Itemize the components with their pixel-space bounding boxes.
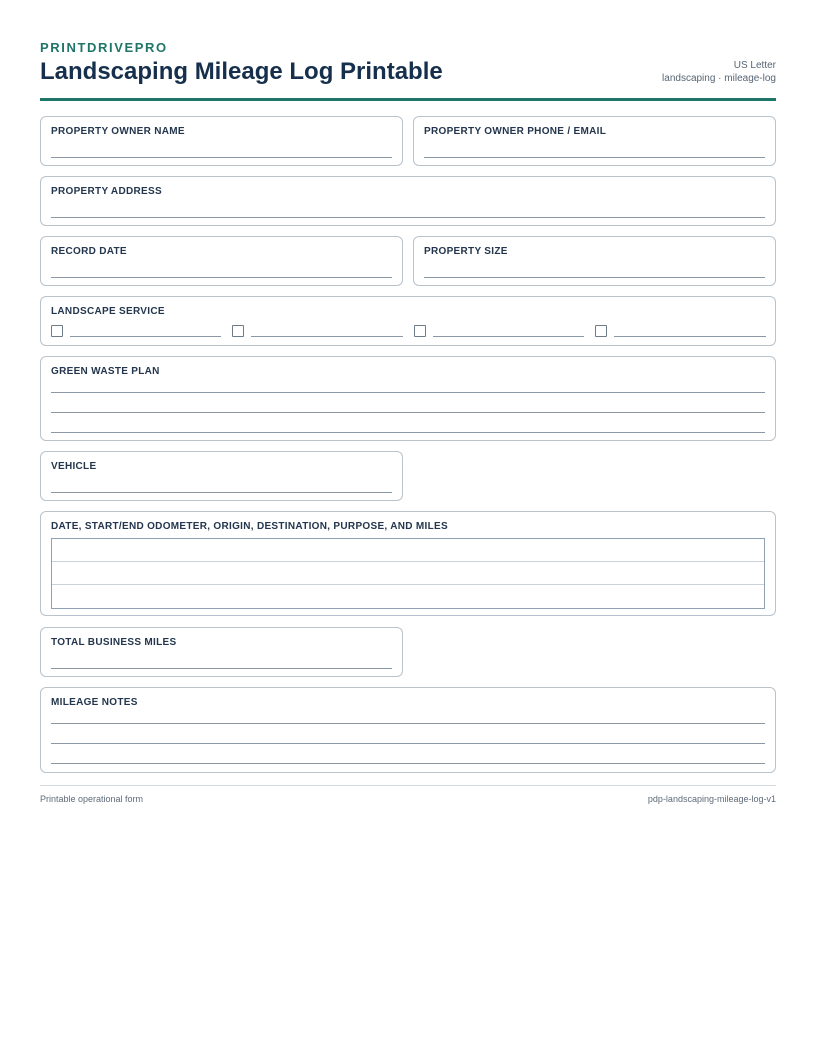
property-size-field — [413, 236, 776, 286]
paper-size: US Letter — [733, 60, 776, 71]
mileage-notes-line-3[interactable] — [51, 763, 765, 764]
service-checkbox-1[interactable] — [51, 325, 63, 337]
mileage-notes-field — [40, 687, 776, 773]
owner-contact-label: PROPERTY OWNER PHONE / EMAIL — [424, 126, 607, 137]
service-checkbox-2[interactable] — [232, 325, 244, 337]
landscape-service-label: LANDSCAPE SERVICE — [51, 306, 165, 317]
brand-name: PRINTDRIVEPRO — [40, 40, 168, 55]
mileage-notes-line-2[interactable] — [51, 743, 765, 744]
total-miles-line[interactable] — [51, 668, 392, 669]
property-size-label: PROPERTY SIZE — [424, 246, 508, 257]
address-line[interactable] — [51, 217, 765, 218]
record-date-field — [40, 236, 403, 286]
address-label: PROPERTY ADDRESS — [51, 186, 162, 197]
table-row[interactable] — [52, 539, 764, 562]
record-date-label: RECORD DATE — [51, 246, 127, 257]
owner-name-label: PROPERTY OWNER NAME — [51, 126, 185, 137]
owner-contact-field — [413, 116, 776, 166]
address-field — [40, 176, 776, 226]
trip-log-field — [40, 511, 776, 616]
record-date-line[interactable] — [51, 277, 392, 278]
service-option-line-3[interactable] — [433, 336, 584, 337]
total-miles-field — [40, 627, 403, 677]
mileage-notes-label: MILEAGE NOTES — [51, 697, 138, 708]
trip-log-label: DATE, START/END ODOMETER, ORIGIN, DESTINATION, PURPOSE, AND MILES — [51, 521, 448, 532]
property-size-line[interactable] — [424, 277, 765, 278]
green-waste-line-1[interactable] — [51, 392, 765, 393]
footer-form-id: pdp-landscaping-mileage-log-v1 — [647, 794, 776, 804]
mileage-notes-line-1[interactable] — [51, 723, 765, 724]
service-option-1 — [51, 323, 221, 337]
green-waste-plan-label: GREEN WASTE PLAN — [51, 366, 160, 377]
service-checkbox-3[interactable] — [414, 325, 426, 337]
page-header — [40, 0, 776, 101]
owner-contact-line[interactable] — [424, 157, 765, 158]
service-option-4 — [595, 323, 766, 337]
green-waste-plan-field — [40, 356, 776, 441]
service-option-line-2[interactable] — [251, 336, 403, 337]
total-miles-label: TOTAL BUSINESS MILES — [51, 637, 177, 648]
page-footer — [40, 785, 776, 804]
page-title: Landscaping Mileage Log Printable — [40, 58, 443, 85]
form-page — [40, 0, 776, 708]
form-tags: landscaping · mileage-log — [662, 73, 776, 84]
owner-name-field — [40, 116, 403, 166]
footer-description: Printable operational form — [40, 794, 144, 804]
table-row[interactable] — [52, 562, 764, 585]
service-option-line-4[interactable] — [614, 336, 766, 337]
page-meta — [662, 59, 776, 85]
green-waste-line-2[interactable] — [51, 412, 765, 413]
trip-log-table — [51, 538, 765, 609]
service-option-2 — [232, 323, 403, 337]
vehicle-field — [40, 451, 403, 501]
table-row[interactable] — [52, 585, 764, 608]
service-option-3 — [414, 323, 584, 337]
owner-name-line[interactable] — [51, 157, 392, 158]
vehicle-line[interactable] — [51, 492, 392, 493]
service-checkbox-4[interactable] — [595, 325, 607, 337]
service-option-line-1[interactable] — [70, 336, 221, 337]
green-waste-line-3[interactable] — [51, 432, 765, 433]
vehicle-label: VEHICLE — [51, 461, 97, 472]
landscape-service-field — [40, 296, 776, 346]
